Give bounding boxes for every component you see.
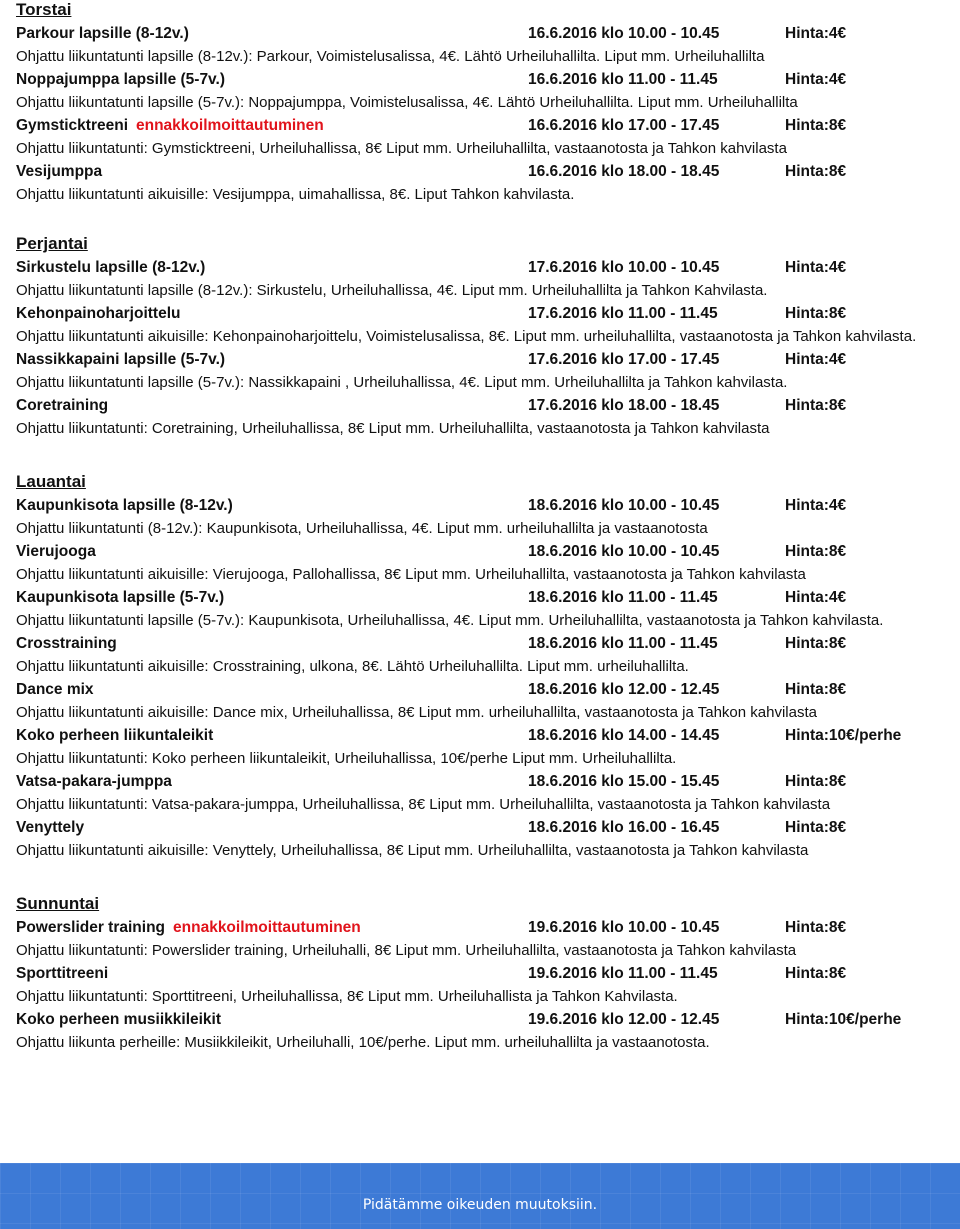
event-date: 19.6.2016 klo 11.00 - 11.45 bbox=[528, 965, 718, 982]
event-name-cell bbox=[16, 962, 108, 985]
event-name: Kaupunkisota lapsille (5-7v.) bbox=[16, 589, 225, 606]
event-name-cell bbox=[16, 68, 225, 91]
event-name-cell bbox=[16, 22, 189, 45]
event-description: Ohjattu liikuntatunti aikuisille: Crosstraining, ulkona, 8€. Lähtö Urheiluhallilta. Liput mm. urheiluhallilta. bbox=[16, 658, 689, 675]
event-header bbox=[16, 1008, 956, 1031]
event-price: Hinta:4€ bbox=[785, 497, 847, 514]
event-name-cell bbox=[16, 114, 324, 137]
event-price: Hinta:8€ bbox=[785, 543, 847, 560]
event-date: 17.6.2016 klo 11.00 - 11.45 bbox=[528, 305, 718, 322]
event-name-cell bbox=[16, 348, 225, 371]
event-description: Ohjattu liikuntatunti: Coretraining, Urheiluhallissa, 8€ Liput mm. Urheiluhallilta, vastaanotosta ja Tahkon kahvilasta bbox=[16, 420, 770, 437]
day-section-lauantai bbox=[16, 472, 956, 862]
event-header bbox=[16, 916, 956, 939]
day-title: Torstai bbox=[16, 0, 72, 19]
event-item bbox=[16, 724, 956, 770]
event-name: Dance mix bbox=[16, 681, 94, 698]
event-item bbox=[16, 494, 956, 540]
event-header bbox=[16, 678, 956, 701]
event-header bbox=[16, 586, 956, 609]
event-item bbox=[16, 114, 956, 160]
schedule-document bbox=[16, 0, 956, 1054]
event-name-cell bbox=[16, 1008, 221, 1031]
event-item bbox=[16, 916, 956, 962]
event-date: 18.6.2016 klo 10.00 - 10.45 bbox=[528, 497, 720, 514]
event-price: Hinta:4€ bbox=[785, 71, 847, 88]
event-name: Coretraining bbox=[16, 397, 109, 414]
event-name: Koko perheen liikuntaleikit bbox=[16, 727, 214, 744]
event-price: Hinta:4€ bbox=[785, 589, 847, 606]
event-header bbox=[16, 256, 956, 279]
event-description: Ohjattu liikuntatunti lapsille (5-7v.): Nassikkapaini , Urheiluhallissa, 4€. Liput mm. Urheiluhallilta ja Tahkon kahvilasta. bbox=[16, 374, 788, 391]
event-header bbox=[16, 816, 956, 839]
event-header bbox=[16, 22, 956, 45]
event-name: Koko perheen musiikkileikit bbox=[16, 1011, 222, 1028]
event-price: Hinta:10€/perhe bbox=[785, 727, 902, 744]
event-description: Ohjattu liikuntatunti: Powerslider training, Urheiluhalli, 8€ Liput mm. Urheiluhallilta, vastaanotosta ja Tahkon kahvilasta bbox=[16, 942, 797, 959]
footer-note: Pidätämme oikeuden muutoksiin. bbox=[362, 1197, 598, 1213]
event-date: 18.6.2016 klo 10.00 - 10.45 bbox=[528, 543, 720, 560]
event-name-cell bbox=[16, 632, 117, 655]
event-name: Noppajumppa lapsille (5-7v.) bbox=[16, 71, 226, 88]
event-date: 19.6.2016 klo 12.00 - 12.45 bbox=[528, 1011, 720, 1028]
day-section-sunnuntai bbox=[16, 894, 956, 1054]
event-item bbox=[16, 770, 956, 816]
event-description: Ohjattu liikuntatunti: Sporttitreeni, Urheiluhallissa, 8€ Liput mm. Urheiluhallista ja Tahkon Kahvilasta. bbox=[16, 988, 678, 1005]
event-name-cell bbox=[16, 302, 180, 325]
event-name: Kehonpainoharjoittelu bbox=[16, 305, 181, 322]
event-name: Vesijumppa bbox=[16, 163, 103, 180]
event-description: Ohjattu liikuntatunti aikuisille: Venyttely, Urheiluhallissa, 8€ Liput mm. Urheiluhallilta, vastaanotosta ja Tahkon kahvilasta bbox=[16, 842, 809, 859]
event-date: 16.6.2016 klo 18.00 - 18.45 bbox=[528, 163, 720, 180]
event-price: Hinta:4€ bbox=[785, 25, 847, 42]
event-header bbox=[16, 302, 956, 325]
day-title: Lauantai bbox=[16, 472, 86, 491]
event-header bbox=[16, 962, 956, 985]
registration-note: ennakkoilmoittautuminen bbox=[136, 117, 324, 134]
event-name: Vierujooga bbox=[16, 543, 96, 560]
event-date: 19.6.2016 klo 10.00 - 10.45 bbox=[528, 919, 720, 936]
footer-banner bbox=[0, 1163, 960, 1229]
event-name-cell bbox=[16, 494, 233, 517]
event-description: Ohjattu liikuntatunti lapsille (8-12v.): Sirkustelu, Urheiluhallissa, 4€. Liput mm. Urheiluhallilta ja Tahkon Kahvilasta. bbox=[16, 282, 768, 299]
event-price: Hinta:4€ bbox=[785, 259, 847, 276]
day-section-torstai bbox=[16, 0, 956, 206]
event-name: Powerslider training bbox=[16, 919, 166, 936]
event-description: Ohjattu liikuntatunti aikuisille: Vesijumppa, uimahallissa, 8€. Liput Tahkon kahvilasta. bbox=[16, 186, 575, 203]
event-item bbox=[16, 962, 956, 1008]
event-description: Ohjattu liikuntatunti (8-12v.): Kaupunkisota, Urheiluhallissa, 4€. Liput mm. urheiluhallilta ja vastaanotosta bbox=[16, 520, 708, 537]
event-name: Gymsticktreeni bbox=[16, 117, 128, 134]
event-name: Parkour lapsille (8-12v.) bbox=[16, 25, 189, 42]
event-description: Ohjattu liikuntatunti lapsille (8-12v.): Parkour, Voimistelusalissa, 4€. Lähtö Urheiluhallilta. Liput mm. Urheiluhallilta bbox=[16, 48, 765, 65]
event-header bbox=[16, 494, 956, 517]
event-description: Ohjattu liikunta perheille: Musiikkileikit, Urheiluhalli, 10€/perhe. Liput mm. urheiluhallilta ja vastaanotosta. bbox=[16, 1034, 710, 1051]
event-header bbox=[16, 394, 956, 417]
event-price: Hinta:8€ bbox=[785, 117, 847, 134]
event-item bbox=[16, 586, 956, 632]
event-price: Hinta:8€ bbox=[785, 919, 847, 936]
event-description: Ohjattu liikuntatunti: Koko perheen liikuntaleikit, Urheiluhallissa, 10€/perhe Liput mm. Urheiluhallilta. bbox=[16, 750, 677, 767]
event-price: Hinta:8€ bbox=[785, 163, 847, 180]
event-header bbox=[16, 724, 956, 747]
event-date: 18.6.2016 klo 11.00 - 11.45 bbox=[528, 589, 718, 606]
event-item bbox=[16, 302, 956, 348]
event-date: 17.6.2016 klo 10.00 - 10.45 bbox=[528, 259, 720, 276]
registration-note: ennakkoilmoittautuminen bbox=[173, 919, 361, 936]
event-price: Hinta:8€ bbox=[785, 773, 847, 790]
event-description: Ohjattu liikuntatunti: Vatsa-pakara-jumppa, Urheiluhallissa, 8€ Liput mm. Urheiluhallilta, vastaanotosta ja Tahkon kahvilasta bbox=[16, 796, 831, 813]
event-name: Crosstraining bbox=[16, 635, 117, 652]
event-price: Hinta:4€ bbox=[785, 351, 847, 368]
event-item bbox=[16, 816, 956, 862]
event-name-cell bbox=[16, 160, 102, 183]
event-item bbox=[16, 394, 956, 440]
event-header bbox=[16, 348, 956, 371]
event-date: 16.6.2016 klo 17.00 - 17.45 bbox=[528, 117, 720, 134]
event-date: 18.6.2016 klo 14.00 - 14.45 bbox=[528, 727, 720, 744]
event-name-cell bbox=[16, 678, 94, 701]
event-name: Sporttitreeni bbox=[16, 965, 109, 982]
event-description: Ohjattu liikuntatunti aikuisille: Kehonpainoharjoittelu, Voimistelusalissa, 8€. Liput mm. urheiluhallilta, vastaanotosta ja Tahkon kahvilasta. bbox=[16, 328, 917, 345]
event-name-cell bbox=[16, 540, 96, 563]
event-date: 17.6.2016 klo 17.00 - 17.45 bbox=[528, 351, 720, 368]
event-description: Ohjattu liikuntatunti lapsille (5-7v.): Noppajumppa, Voimistelusalissa, 4€. Lähtö Urheiluhallilta. Liput mm. Urheiluhallilta bbox=[16, 94, 798, 111]
event-date: 18.6.2016 klo 16.00 - 16.45 bbox=[528, 819, 720, 836]
event-name-cell bbox=[16, 586, 224, 609]
event-price: Hinta:8€ bbox=[785, 635, 847, 652]
day-title: Perjantai bbox=[16, 234, 88, 253]
event-header bbox=[16, 770, 956, 793]
event-description: Ohjattu liikuntatunti aikuisille: Dance mix, Urheiluhallissa, 8€ Liput mm. urheiluhallilta, vastaanotosta ja Tahkon kahvilasta bbox=[16, 704, 817, 721]
event-item bbox=[16, 632, 956, 678]
event-header bbox=[16, 68, 956, 91]
event-name: Vatsa-pakara-jumppa bbox=[16, 773, 172, 790]
event-description: Ohjattu liikuntatunti aikuisille: Vierujooga, Pallohallissa, 8€ Liput mm. Urheiluhallilta, vastaanotosta ja Tahkon kahvilasta bbox=[16, 566, 806, 583]
day-section-perjantai bbox=[16, 234, 956, 440]
event-price: Hinta:8€ bbox=[785, 305, 847, 322]
event-header bbox=[16, 114, 956, 137]
event-item bbox=[16, 1008, 956, 1054]
event-header bbox=[16, 160, 956, 183]
event-date: 18.6.2016 klo 15.00 - 15.45 bbox=[528, 773, 720, 790]
event-item bbox=[16, 68, 956, 114]
event-date: 18.6.2016 klo 12.00 - 12.45 bbox=[528, 681, 720, 698]
event-name: Kaupunkisota lapsille (8-12v.) bbox=[16, 497, 233, 514]
event-date: 16.6.2016 klo 11.00 - 11.45 bbox=[528, 71, 718, 88]
event-name-cell bbox=[16, 724, 213, 747]
event-date: 16.6.2016 klo 10.00 - 10.45 bbox=[528, 25, 720, 42]
event-description: Ohjattu liikuntatunti lapsille (5-7v.): Kaupunkisota, Urheiluhallissa, 4€. Liput mm. Urheiluhallilta, vastaanotosta ja Tahkon kahvilasta. bbox=[16, 612, 884, 629]
event-price: Hinta:8€ bbox=[785, 819, 847, 836]
event-name: Sirkustelu lapsille (8-12v.) bbox=[16, 259, 206, 276]
event-date: 18.6.2016 klo 11.00 - 11.45 bbox=[528, 635, 718, 652]
event-name-cell bbox=[16, 916, 361, 939]
event-name-cell bbox=[16, 256, 205, 279]
event-item bbox=[16, 160, 956, 206]
event-name: Venyttely bbox=[16, 819, 85, 836]
event-item bbox=[16, 348, 956, 394]
event-item bbox=[16, 540, 956, 586]
event-description: Ohjattu liikuntatunti: Gymsticktreeni, Urheiluhallissa, 8€ Liput mm. Urheiluhallilta, vastaanotosta ja Tahkon kahvilasta bbox=[16, 140, 787, 157]
event-name-cell bbox=[16, 394, 108, 417]
event-price: Hinta:8€ bbox=[785, 965, 847, 982]
event-name-cell bbox=[16, 770, 172, 793]
event-date: 17.6.2016 klo 18.00 - 18.45 bbox=[528, 397, 720, 414]
day-title: Sunnuntai bbox=[16, 894, 100, 913]
event-name: Nassikkapaini lapsille (5-7v.) bbox=[16, 351, 226, 368]
event-item bbox=[16, 678, 956, 724]
event-price: Hinta:8€ bbox=[785, 681, 847, 698]
event-price: Hinta:10€/perhe bbox=[785, 1011, 902, 1028]
event-header bbox=[16, 632, 956, 655]
event-header bbox=[16, 540, 956, 563]
event-item bbox=[16, 256, 956, 302]
event-price: Hinta:8€ bbox=[785, 397, 847, 414]
event-name-cell bbox=[16, 816, 84, 839]
event-item bbox=[16, 22, 956, 68]
